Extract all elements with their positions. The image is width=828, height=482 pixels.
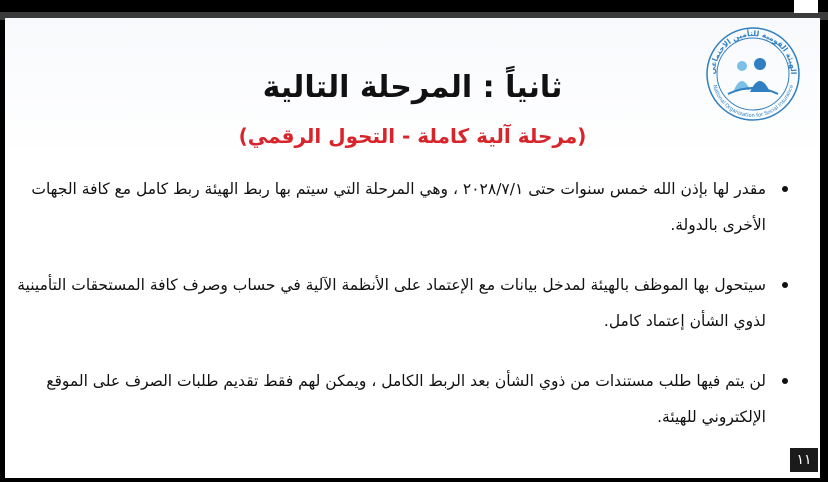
slide-subtitle: (مرحلة آلية كاملة - التحول الرقمي) [238,124,587,148]
bullet-dot-icon [782,186,788,192]
top-right-notch [794,0,818,13]
bullet-text: لن يتم فيها طلب مستندات من ذوي الشأن بعد الربط الكامل ، ويمكن لهم فقط تقديم طلبات الصرف على الموقع الإلكتروني للهيئة. [46,372,766,426]
list-item [17,363,792,435]
list-item [17,171,792,243]
bullet-text: مقدر لها بإذن الله خمس سنوات حتى ٢٠٢٨/٧/١ ، وهي المرحلة التي سيتم بها ربط الهيئة ربط كامل مع كافة الجهات الأخرى بالدولة. [31,180,766,234]
bullet-dot-icon [782,282,788,288]
logo-arabic-text: الهيئة القومية للتأمين الاجتماعي [707,28,799,75]
bullet-text: سيتحول بها الموظف بالهيئة لمدخل بيانات مع الإعتماد على الأنظمة الآلية في حساب وصرف كافة المستحقات التأمينية لذوي الشأن إعتماد كامل. [17,276,766,330]
bullet-list [17,171,792,459]
logo-english-text: National Organization for Social Insurance [711,84,795,120]
bullet-dot-icon [782,378,788,384]
presentation-slide [5,18,820,478]
slide-title: ثانياً : المرحلة التالية [262,70,563,105]
list-item [17,267,792,339]
page-number: ١١ [790,448,818,472]
